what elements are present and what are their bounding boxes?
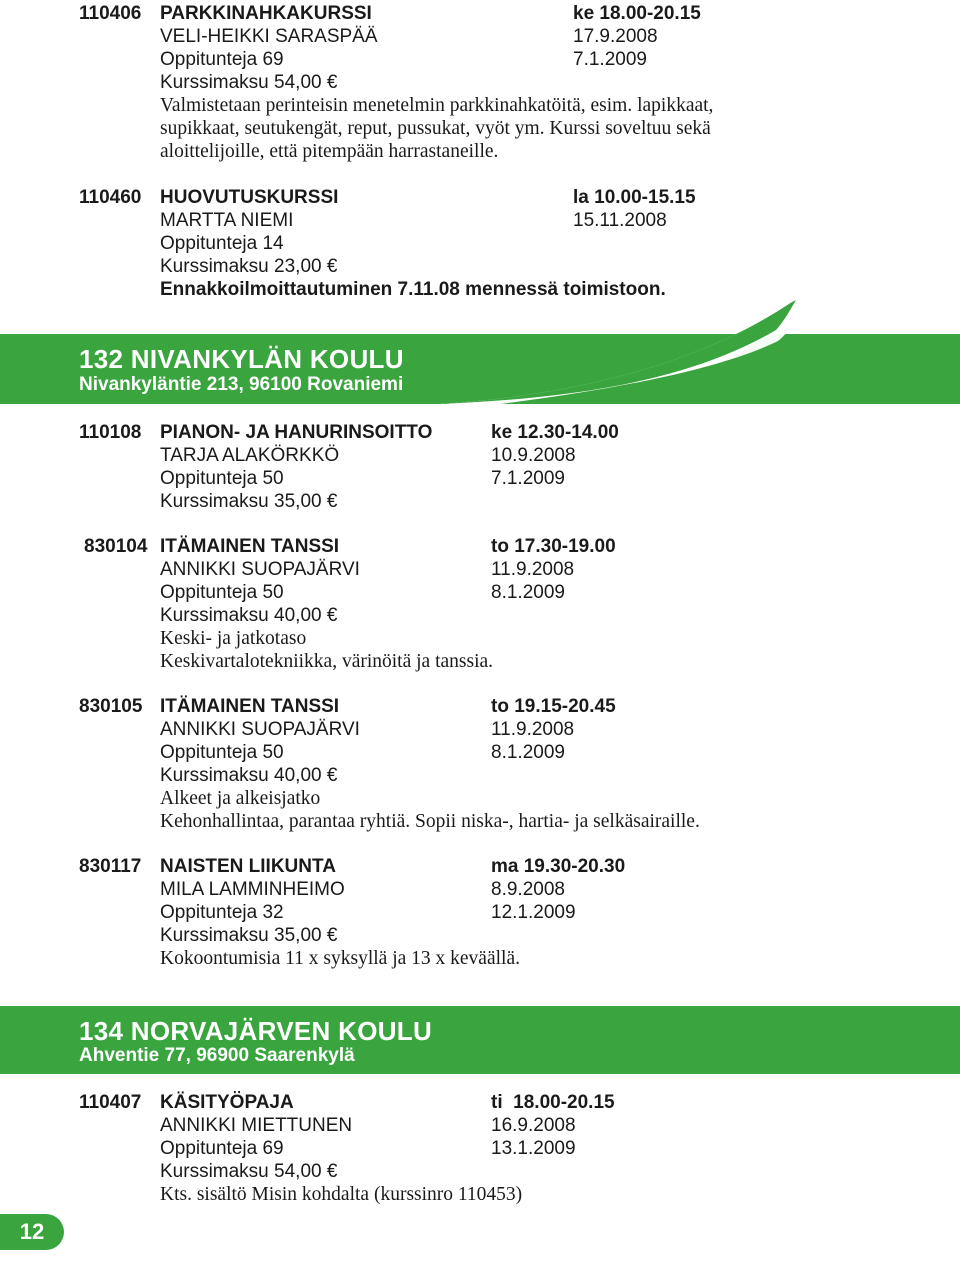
course-fee: Kurssimaksu 54,00 € bbox=[160, 1161, 338, 1182]
course-lessons: Oppitunteja 69 bbox=[160, 1138, 284, 1159]
course-title: PIANON- JA HANURINSOITTO bbox=[160, 422, 433, 443]
course-fee: Kurssimaksu 35,00 € bbox=[160, 491, 338, 512]
course-teacher: ANNIKKI SUOPAJÄRVI bbox=[160, 559, 360, 580]
course-description: supikkaat, seutukengät, reput, pussukat, vyöt ym. Kurssi soveltuu sekä bbox=[160, 118, 711, 139]
course-title: ITÄMAINEN TANSSI bbox=[160, 536, 340, 557]
course-teacher: MARTTA NIEMI bbox=[160, 210, 294, 231]
course-end-date: 13.1.2009 bbox=[491, 1138, 576, 1159]
course-code: 830117 bbox=[79, 856, 142, 877]
course-start-date: 11.9.2008 bbox=[491, 559, 575, 580]
swoosh-logo-icon bbox=[440, 300, 810, 410]
course-schedule: to 17.30-19.00 bbox=[491, 536, 616, 557]
course-lessons: Oppitunteja 32 bbox=[160, 902, 284, 923]
course-code: 830104 bbox=[84, 536, 148, 557]
course-end-date: 7.1.2009 bbox=[491, 468, 565, 489]
course-schedule: ma 19.30-20.30 bbox=[491, 856, 626, 877]
course-start-date: 17.9.2008 bbox=[573, 26, 658, 47]
course-code: 110406 bbox=[79, 3, 142, 24]
course-registration-note: Ennakkoilmoittautuminen 7.11.08 mennessä toimistoon. bbox=[160, 279, 666, 300]
course-end-date: 8.1.2009 bbox=[491, 742, 565, 763]
course-title: PARKKINAHKAKURSSI bbox=[160, 3, 372, 24]
course-description: Keskivartalotekniikka, värinöitä ja tanssia. bbox=[160, 651, 494, 672]
course-fee: Kurssimaksu 40,00 € bbox=[160, 605, 338, 626]
course-teacher: TARJA ALAKÖRKKÖ bbox=[160, 445, 340, 466]
course-lessons: Oppitunteja 50 bbox=[160, 742, 284, 763]
course-schedule: ke 12.30-14.00 bbox=[491, 422, 619, 443]
course-description: aloittelijoille, että pitempään harrastaneille. bbox=[160, 141, 499, 162]
course-code: 110407 bbox=[79, 1092, 142, 1113]
course-fee: Kurssimaksu 35,00 € bbox=[160, 925, 338, 946]
course-description: Alkeet ja alkeisjatko bbox=[160, 788, 321, 809]
course-teacher: VELI-HEIKKI SARASPÄÄ bbox=[160, 26, 378, 47]
course-code: 830105 bbox=[79, 696, 143, 717]
school-address: Nivankyläntie 213, 96100 Rovaniemi bbox=[79, 374, 404, 395]
course-start-date: 15.11.2008 bbox=[573, 210, 667, 231]
page-number: 12 bbox=[0, 1214, 64, 1250]
course-title: NAISTEN LIIKUNTA bbox=[160, 856, 336, 877]
school-address: Ahventie 77, 96900 Saarenkylä bbox=[79, 1045, 355, 1066]
course-description: Kokoontumisia 11 x syksyllä ja 13 x keväällä. bbox=[160, 948, 520, 969]
course-schedule: ti 18.00-20.15 bbox=[491, 1092, 615, 1113]
course-description: Kts. sisältö Misin kohdalta (kurssinro 110453) bbox=[160, 1184, 523, 1205]
school-header-band bbox=[0, 1006, 960, 1074]
course-fee: Kurssimaksu 23,00 € bbox=[160, 256, 338, 277]
course-title: ITÄMAINEN TANSSI bbox=[160, 696, 340, 717]
course-teacher: ANNIKKI SUOPAJÄRVI bbox=[160, 719, 360, 740]
course-lessons: Oppitunteja 69 bbox=[160, 49, 284, 70]
course-start-date: 11.9.2008 bbox=[491, 719, 575, 740]
course-description: Kehonhallintaa, parantaa ryhtiä. Sopii niska-, hartia- ja selkäsairaille. bbox=[160, 811, 700, 832]
course-fee: Kurssimaksu 54,00 € bbox=[160, 72, 338, 93]
course-schedule: la 10.00-15.15 bbox=[573, 187, 696, 208]
course-title: KÄSITYÖPAJA bbox=[160, 1092, 294, 1113]
course-end-date: 12.1.2009 bbox=[491, 902, 576, 923]
course-end-date: 8.1.2009 bbox=[491, 582, 565, 603]
course-code: 110460 bbox=[79, 187, 142, 208]
course-title: HUOVUTUSKURSSI bbox=[160, 187, 339, 208]
school-title: 134 NORVAJÄRVEN KOULU bbox=[79, 1016, 433, 1046]
course-start-date: 16.9.2008 bbox=[491, 1115, 576, 1136]
course-code: 110108 bbox=[79, 422, 142, 443]
course-end-date: 7.1.2009 bbox=[573, 49, 647, 70]
course-description: Keski- ja jatkotaso bbox=[160, 628, 307, 649]
course-lessons: Oppitunteja 50 bbox=[160, 468, 284, 489]
course-lessons: Oppitunteja 50 bbox=[160, 582, 284, 603]
course-start-date: 10.9.2008 bbox=[491, 445, 576, 466]
course-start-date: 8.9.2008 bbox=[491, 879, 565, 900]
course-description: Valmistetaan perinteisin menetelmin parkkinahkatöitä, esim. lapikkaat, bbox=[160, 95, 714, 116]
course-schedule: to 19.15-20.45 bbox=[491, 696, 616, 717]
course-lessons: Oppitunteja 14 bbox=[160, 233, 284, 254]
course-teacher: ANNIKKI MIETTUNEN bbox=[160, 1115, 353, 1136]
course-teacher: MILA LAMMINHEIMO bbox=[160, 879, 345, 900]
school-title: 132 NIVANKYLÄN KOULU bbox=[79, 344, 404, 374]
course-schedule: ke 18.00-20.15 bbox=[573, 3, 701, 24]
course-fee: Kurssimaksu 40,00 € bbox=[160, 765, 338, 786]
